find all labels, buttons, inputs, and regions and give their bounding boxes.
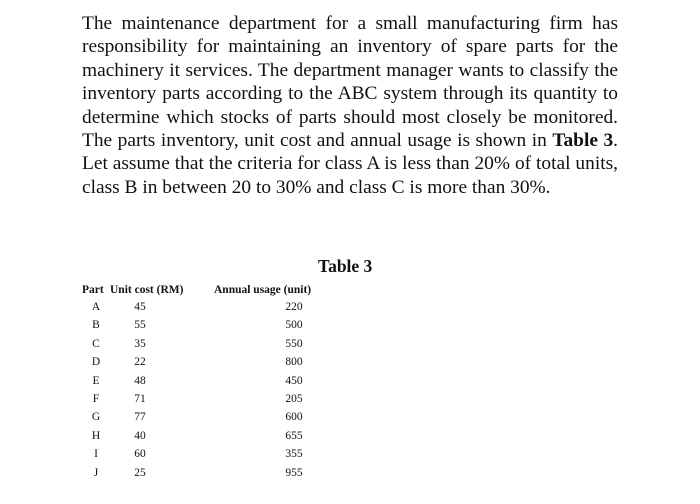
cell-unit-cost: 25 (134, 466, 146, 479)
cell-annual-usage: 800 (285, 356, 303, 369)
cell-annual-usage: 220 (285, 301, 303, 313)
table-row (82, 427, 374, 445)
problem-statement (82, 12, 618, 199)
table-row (82, 335, 374, 353)
cell-unit-cost: 48 (134, 374, 146, 387)
cell-annual-usage: 955 (285, 466, 303, 479)
cell-annual-usage: 355 (285, 448, 303, 461)
cell-unit-cost: 22 (134, 356, 146, 369)
header-unit-cost: Unit cost (RM) (110, 284, 184, 296)
cell-annual-usage: 450 (285, 374, 303, 387)
cell-annual-usage: 550 (285, 337, 303, 350)
table-row (82, 298, 374, 316)
cell-annual-usage: 655 (285, 429, 303, 442)
table-row (82, 445, 374, 463)
problem-text-before: The maintenance department for a small manufacturing firm has responsibility for maintaining an inventory of spare parts for the machinery it services. The department manager wants to classify the inventory parts according to the ABC system through its quantity to determine which stocks of parts should most closely be monitored. The parts inventory, unit cost and annual usage is shown in (82, 13, 618, 152)
cell-annual-usage: 205 (285, 393, 303, 406)
header-part: Part (82, 284, 104, 296)
cell-annual-usage: 600 (285, 411, 303, 424)
table-caption: Table 3 (318, 256, 373, 276)
cell-part: J (93, 466, 99, 479)
cell-part: B (92, 319, 100, 332)
cell-part: G (91, 411, 101, 424)
cell-unit-cost: 40 (134, 429, 146, 442)
parts-table (82, 282, 374, 482)
cell-part: A (91, 301, 101, 313)
cell-unit-cost: 35 (134, 337, 146, 350)
problem-text-after: . Let assume that the criteria for class A is less than 20% of total units, class B in between 20 to 30% and class C is more than 30%. (82, 130, 619, 198)
cell-part: E (92, 374, 100, 387)
table-row (82, 316, 374, 334)
table-header-row (82, 282, 374, 298)
table-body (82, 298, 374, 482)
cell-part: I (94, 448, 98, 461)
cell-unit-cost: 45 (134, 301, 146, 313)
cell-part: F (92, 393, 100, 406)
header-annual-usage: Annual usage (unit) (214, 284, 312, 296)
table-row (82, 372, 374, 390)
cell-part: H (91, 429, 101, 442)
cell-unit-cost: 77 (134, 411, 146, 424)
table-row (82, 390, 374, 408)
cell-unit-cost: 60 (134, 448, 146, 461)
cell-part: C (92, 337, 100, 350)
table-row (82, 408, 374, 426)
cell-annual-usage: 500 (285, 319, 303, 332)
cell-part: D (91, 356, 101, 369)
table-row (82, 353, 374, 371)
cell-unit-cost: 55 (134, 319, 146, 332)
table-reference: Table 3 (552, 130, 614, 152)
cell-unit-cost: 71 (134, 393, 146, 406)
table-row (82, 464, 374, 482)
